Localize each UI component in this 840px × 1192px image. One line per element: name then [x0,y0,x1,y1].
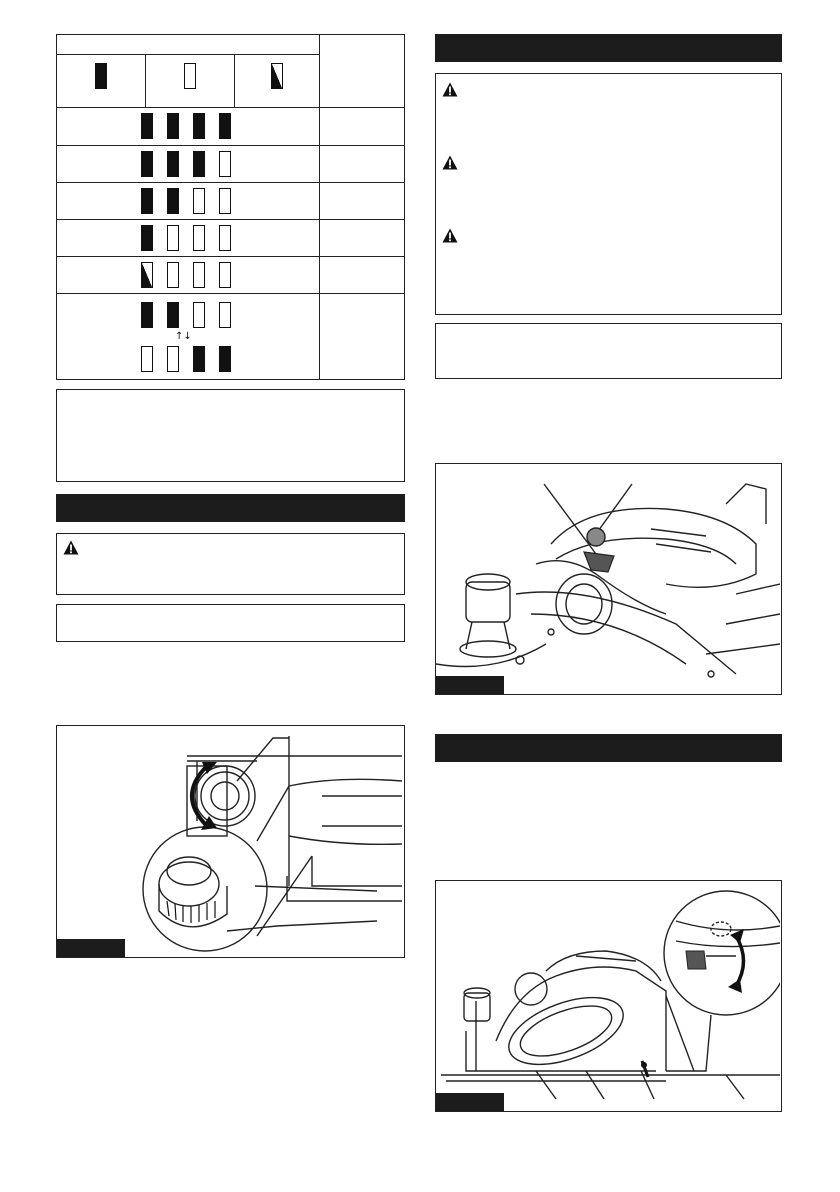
indicator-row [57,257,320,294]
led-blinking-icon [141,262,153,288]
figure-depth-adjustment-knob [56,725,405,958]
led-lit-icon [141,225,153,251]
led-lit-icon [141,302,153,328]
warning-icon [63,540,79,555]
led-off-icon [184,63,196,89]
indicator-row [57,108,320,145]
remaining-cell [320,108,405,145]
led-blinking-icon [271,63,283,89]
led-lit-icon [95,63,107,89]
warning-icon [442,82,458,97]
note-box [435,323,782,379]
indicator-row-alternating [57,294,320,380]
led-lit-icon [167,188,179,214]
bottom-cropped-text-strip [0,1186,840,1192]
led-off-icon [219,262,231,288]
section-heading-bar [435,734,782,762]
remaining-cell [320,145,405,182]
led-lit-icon [219,113,231,139]
led-lit-icon [141,113,153,139]
led-lit-icon [193,151,205,177]
section-heading-bar [435,34,782,62]
led-off-icon [193,302,205,328]
led-off-icon [193,225,205,251]
remaining-cell [320,182,405,219]
led-off-icon [219,302,231,328]
figure-number-label [436,1093,504,1111]
legend-off-cell [146,55,235,108]
led-off-icon [167,346,179,372]
legend-blinking-cell [235,55,320,108]
led-lit-icon [167,113,179,139]
led-off-icon [167,225,179,251]
led-off-icon [141,346,153,372]
led-lit-icon [193,346,205,372]
remaining-cell [320,220,405,257]
led-off-icon [193,188,205,214]
figure-number-label [57,939,125,957]
indicator-lamps-header [57,35,320,55]
caution-box [56,533,405,595]
note-box [56,389,405,482]
remaining-cell [320,257,405,294]
battery-indicator-table [56,34,405,380]
remaining-capacity-header [320,35,405,108]
led-lit-icon [167,151,179,177]
alternating-arrows-icon: ↑↓ [175,331,192,343]
section-heading-bar [56,494,405,522]
remaining-cell [320,294,405,380]
led-off-icon [193,262,205,288]
indicator-row [57,145,320,182]
led-lit-icon [219,346,231,372]
warnings-box [435,73,782,315]
legend-lit-cell [57,55,146,108]
figure-number-label [436,676,504,694]
led-off-icon [219,188,231,214]
led-lit-icon [193,113,205,139]
led-off-icon [219,225,231,251]
depth-knob-illustration [57,726,403,956]
led-off-icon [167,262,179,288]
indicator-row [57,220,320,257]
note-box [56,604,405,642]
warning-icon [442,155,458,170]
led-lit-icon [141,188,153,214]
indicator-row [57,182,320,219]
led-lit-icon [167,302,179,328]
planer-side-illustration [436,881,780,1110]
led-off-icon [219,151,231,177]
led-lit-icon [141,151,153,177]
figure-planer-foot [435,880,782,1112]
figure-switch-trigger [435,463,782,695]
planer-handle-illustration [436,464,780,693]
warning-icon [442,228,458,243]
